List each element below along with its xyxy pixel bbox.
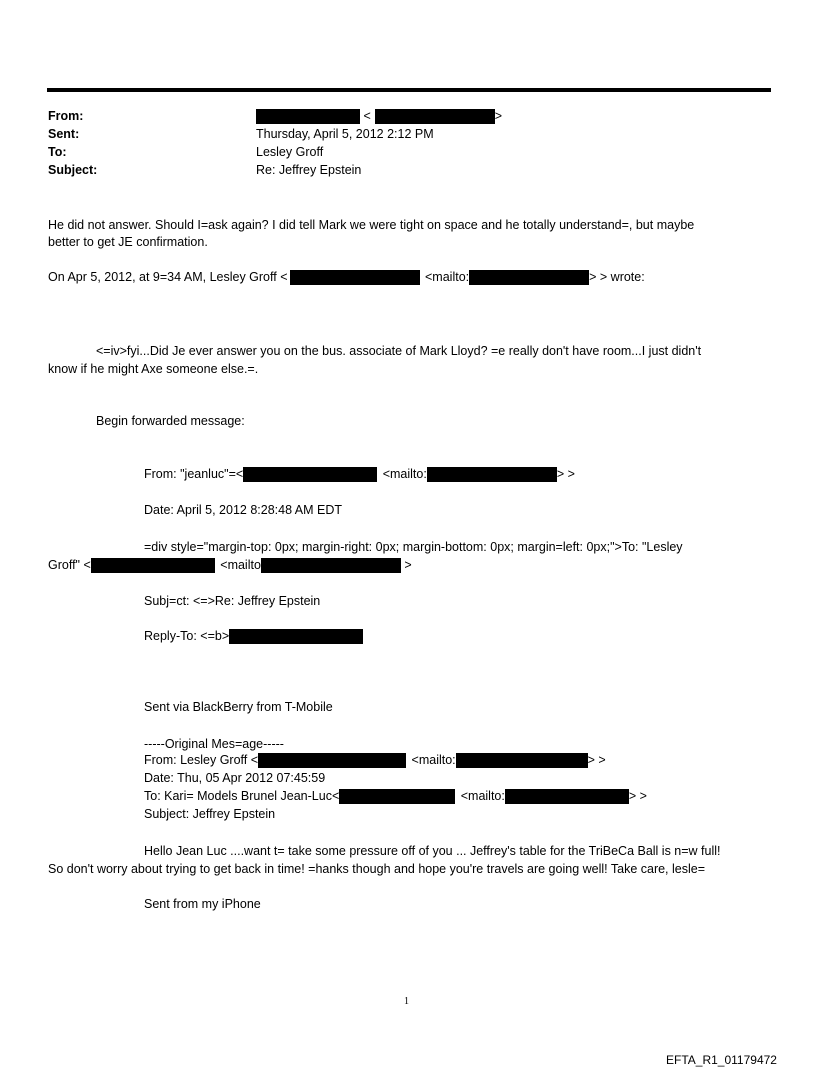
fwd-from-line bbox=[144, 467, 575, 482]
fwd-reply-to bbox=[144, 629, 363, 644]
page-number: 1 bbox=[404, 996, 409, 1007]
on-prefix: On Apr 5, 2012, at 9=34 AM, Lesley Groff < bbox=[48, 270, 288, 284]
begin-forwarded: Begin forwarded message: bbox=[96, 414, 245, 428]
fwd-div-line: =div style="margin-top: 0px; margin-right: 0px; margin-bottom: 0px; margin=left: 0px;">To: "Lesley bbox=[144, 540, 683, 554]
hello-line: Hello Jean Luc ....want t= take some pressure off of you ... Jeffrey's table for the TriBeCa Ball is n=w full! bbox=[144, 844, 721, 858]
on-suffix: > > wrote: bbox=[589, 270, 645, 284]
redaction-box bbox=[375, 109, 495, 124]
redaction-box bbox=[229, 629, 363, 644]
redaction-box bbox=[243, 467, 377, 482]
orig-from-mailto: <mailto: bbox=[411, 753, 456, 767]
body-paragraph-line: He did not answer. Should I=ask again? I did tell Mark we were tight on space and he totally understand=, but maybe bbox=[48, 218, 695, 232]
from-lt: < bbox=[363, 109, 371, 123]
hello-line: So don't worry about trying to get back in time! =hanks though and hope you're travels are going well! Take care, lesle= bbox=[48, 862, 706, 876]
fwd-from-prefix: From: "jeanluc"=< bbox=[144, 467, 244, 481]
orig-to-suffix: > > bbox=[628, 789, 647, 803]
orig-from-suffix: > > bbox=[587, 753, 606, 767]
redaction-box bbox=[339, 789, 455, 804]
redaction-box bbox=[256, 109, 360, 124]
document-id: EFTA_R1_01179472 bbox=[666, 1053, 777, 1067]
from-gt: > bbox=[494, 109, 503, 123]
quoted-line: know if he might Axe someone else.=. bbox=[48, 362, 259, 376]
orig-from-line bbox=[144, 753, 606, 768]
redaction-box bbox=[290, 270, 420, 285]
orig-to-prefix: To: Kari= Models Brunel Jean-Luc< bbox=[144, 789, 340, 803]
from-value bbox=[256, 109, 502, 124]
orig-date: Date: Thu, 05 Apr 2012 07:45:59 bbox=[144, 771, 326, 785]
redaction-box bbox=[261, 558, 401, 573]
quoted-line: <=iv>fyi...Did Je ever answer you on the bus. associate of Mark Lloyd? =e really don't have room...I just didn't bbox=[96, 344, 702, 358]
redaction-box bbox=[91, 558, 215, 573]
on-wrote-line bbox=[48, 270, 645, 285]
fwd-from-suffix: > > bbox=[556, 467, 575, 481]
sent-label: Sent: bbox=[48, 127, 80, 141]
subject-value: Re: Jeffrey Epstein bbox=[256, 163, 362, 177]
fwd-div-prefix: Groff" < bbox=[48, 558, 91, 572]
to-label: To: bbox=[48, 145, 67, 159]
from-label: From: bbox=[48, 109, 84, 123]
sent-value: Thursday, April 5, 2012 2:12 PM bbox=[256, 127, 434, 141]
orig-header: -----Original Mes=age----- bbox=[144, 737, 284, 751]
to-value: Lesley Groff bbox=[256, 145, 324, 159]
orig-subject: Subject: Jeffrey Epstein bbox=[144, 807, 276, 821]
header-rule bbox=[47, 88, 771, 92]
fwd-div-mailto: <mailto bbox=[220, 558, 261, 572]
fwd-date: Date: April 5, 2012 8:28:48 AM EDT bbox=[144, 503, 343, 517]
on-mailto: <mailto: bbox=[425, 270, 470, 284]
redaction-box bbox=[456, 753, 588, 768]
subject-label: Subject: bbox=[48, 163, 98, 177]
fwd-div-line bbox=[48, 558, 412, 573]
redaction-box bbox=[258, 753, 406, 768]
redaction-box bbox=[469, 270, 589, 285]
fwd-div-suffix: > bbox=[404, 558, 412, 572]
orig-to-line bbox=[144, 789, 647, 804]
orig-to-mailto: <mailto: bbox=[460, 789, 505, 803]
sent-via: Sent via BlackBerry from T-Mobile bbox=[144, 700, 333, 714]
fwd-reply-prefix: Reply-To: <=b> bbox=[144, 629, 230, 643]
fwd-from-mailto: <mailto: bbox=[382, 467, 427, 481]
fwd-subject: Subj=ct: <=>Re: Jeffrey Epstein bbox=[144, 594, 321, 608]
sent-from-iphone: Sent from my iPhone bbox=[144, 897, 261, 911]
redaction-box bbox=[427, 467, 557, 482]
orig-from-prefix: From: Lesley Groff < bbox=[144, 753, 259, 767]
redaction-box bbox=[505, 789, 629, 804]
body-paragraph-line: better to get JE confirmation. bbox=[48, 235, 208, 249]
